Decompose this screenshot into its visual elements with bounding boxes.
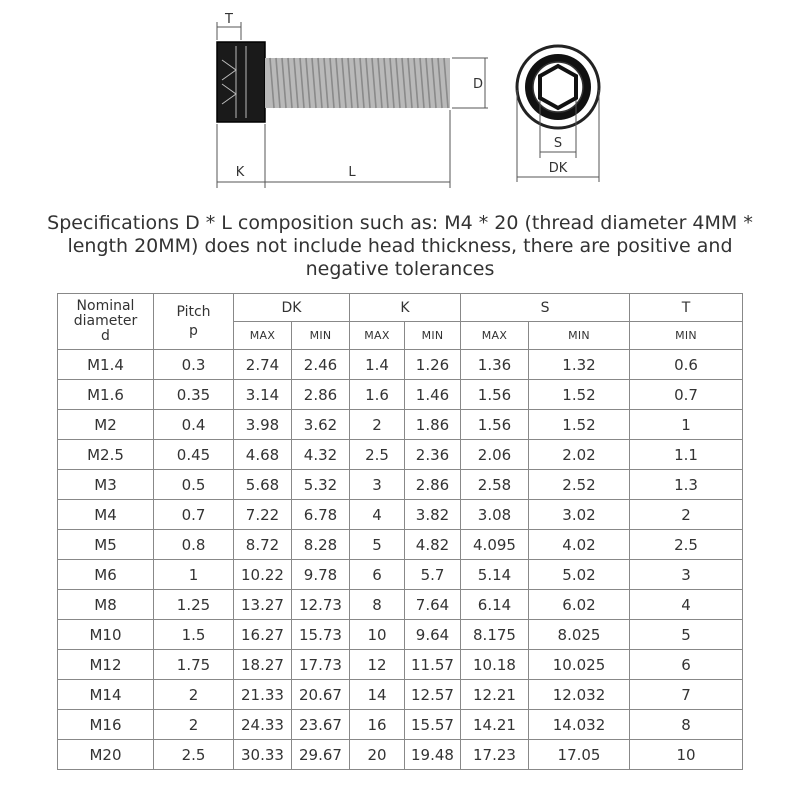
cell-k-min: 1.26	[405, 350, 461, 380]
cell-k-max: 20	[350, 740, 405, 770]
cell-t-min: 1.1	[630, 440, 743, 470]
cell-s-min: 2.52	[529, 470, 630, 500]
table-row	[58, 380, 743, 410]
header-dk: DK	[234, 294, 350, 322]
dimension-label-d: D	[472, 77, 484, 92]
cell-t-min: 1	[630, 410, 743, 440]
cell-pitch: 0.45	[154, 440, 234, 470]
subheader-s-max: MAX	[461, 322, 529, 350]
header-k: K	[350, 294, 461, 322]
cell-dk-min: 4.32	[292, 440, 350, 470]
cell-k-max: 12	[350, 650, 405, 680]
dimension-label-dk: DK	[548, 161, 568, 176]
cell-dk-min: 23.67	[292, 710, 350, 740]
dimension-label-l: L	[348, 165, 356, 180]
table-row	[58, 680, 743, 710]
cell-s-max: 1.56	[461, 410, 529, 440]
header-s: S	[461, 294, 630, 322]
table-row	[58, 500, 743, 530]
cell-dk-max: 7.22	[234, 500, 292, 530]
cell-pitch: 0.3	[154, 350, 234, 380]
cell-k-min: 2.86	[405, 470, 461, 500]
table-row	[58, 650, 743, 680]
cell-dk-max: 5.68	[234, 470, 292, 500]
cell-s-max: 8.175	[461, 620, 529, 650]
header-pitch-line-1: Pitch	[176, 303, 211, 320]
screw-end-view	[517, 46, 599, 128]
cell-k-max: 5	[350, 530, 405, 560]
cell-nominal: M4	[58, 500, 154, 530]
specification-table	[57, 293, 743, 770]
dimension-label-t: T	[225, 12, 233, 27]
cell-k-min: 2.36	[405, 440, 461, 470]
cell-s-max: 2.58	[461, 470, 529, 500]
cell-s-min: 14.032	[529, 710, 630, 740]
cell-dk-min: 17.73	[292, 650, 350, 680]
cell-t-min: 4	[630, 590, 743, 620]
cell-dk-max: 21.33	[234, 680, 292, 710]
cell-k-max: 1.4	[350, 350, 405, 380]
cell-t-min: 6	[630, 650, 743, 680]
cell-t-min: 10	[630, 740, 743, 770]
cell-pitch: 0.8	[154, 530, 234, 560]
cell-s-min: 2.02	[529, 440, 630, 470]
cell-k-max: 1.6	[350, 380, 405, 410]
cell-s-max: 14.21	[461, 710, 529, 740]
cell-s-max: 1.36	[461, 350, 529, 380]
cell-s-min: 10.025	[529, 650, 630, 680]
table-row	[58, 440, 743, 470]
cell-s-max: 2.06	[461, 440, 529, 470]
cell-k-max: 16	[350, 710, 405, 740]
table-row	[58, 740, 743, 770]
cell-s-min: 1.52	[529, 410, 630, 440]
cell-t-min: 2.5	[630, 530, 743, 560]
cell-nominal: M20	[58, 740, 154, 770]
cell-pitch: 2.5	[154, 740, 234, 770]
cell-s-min: 1.32	[529, 350, 630, 380]
cell-pitch: 0.35	[154, 380, 234, 410]
cell-s-min: 3.02	[529, 500, 630, 530]
cell-t-min: 7	[630, 680, 743, 710]
table-row	[58, 710, 743, 740]
cell-k-min: 4.82	[405, 530, 461, 560]
cell-k-min: 1.86	[405, 410, 461, 440]
specification-note: Specifications D * L composition such as: M4 * 20 (thread diameter 4MM * length 20MM) does not include head thickness, there are positive and negative tolerances	[47, 212, 753, 280]
table-row	[58, 590, 743, 620]
cell-k-min: 12.57	[405, 680, 461, 710]
subheader-dk-max: MAX	[234, 322, 292, 350]
cell-dk-max: 3.98	[234, 410, 292, 440]
cell-s-min: 8.025	[529, 620, 630, 650]
cell-nominal: M1.4	[58, 350, 154, 380]
cell-nominal: M8	[58, 590, 154, 620]
cell-k-min: 1.46	[405, 380, 461, 410]
header-t: T	[630, 294, 743, 322]
table-row	[58, 560, 743, 590]
cell-dk-max: 8.72	[234, 530, 292, 560]
cell-t-min: 2	[630, 500, 743, 530]
cell-s-min: 1.52	[529, 380, 630, 410]
cell-pitch: 2	[154, 710, 234, 740]
header-pitch-line-2: p	[189, 322, 198, 339]
cell-k-max: 6	[350, 560, 405, 590]
table-row	[58, 410, 743, 440]
cell-dk-min: 2.86	[292, 380, 350, 410]
cell-k-min: 7.64	[405, 590, 461, 620]
cell-k-max: 2	[350, 410, 405, 440]
cell-s-min: 12.032	[529, 680, 630, 710]
cell-s-min: 17.05	[529, 740, 630, 770]
cell-nominal: M14	[58, 680, 154, 710]
subheader-k-min: MIN	[405, 322, 461, 350]
cell-nominal: M10	[58, 620, 154, 650]
table-row	[58, 620, 743, 650]
cell-k-min: 15.57	[405, 710, 461, 740]
cell-s-max: 1.56	[461, 380, 529, 410]
cell-dk-max: 30.33	[234, 740, 292, 770]
cell-t-min: 0.6	[630, 350, 743, 380]
cell-pitch: 0.5	[154, 470, 234, 500]
subheader-dk-min: MIN	[292, 322, 350, 350]
cell-dk-min: 3.62	[292, 410, 350, 440]
header-nominal-line-1: Nominal	[76, 298, 135, 314]
cell-pitch: 1.5	[154, 620, 234, 650]
cell-dk-min: 29.67	[292, 740, 350, 770]
cell-k-max: 4	[350, 500, 405, 530]
cell-t-min: 1.3	[630, 470, 743, 500]
cell-nominal: M1.6	[58, 380, 154, 410]
cell-dk-max: 24.33	[234, 710, 292, 740]
cell-pitch: 1.25	[154, 590, 234, 620]
cell-dk-max: 3.14	[234, 380, 292, 410]
table-header-row	[58, 294, 743, 322]
cell-nominal: M12	[58, 650, 154, 680]
cell-dk-min: 9.78	[292, 560, 350, 590]
subheader-t-min: MIN	[630, 322, 743, 350]
cell-dk-min: 8.28	[292, 530, 350, 560]
table-row	[58, 530, 743, 560]
cell-k-max: 2.5	[350, 440, 405, 470]
dimension-d	[452, 58, 488, 108]
cell-dk-max: 18.27	[234, 650, 292, 680]
cell-s-max: 12.21	[461, 680, 529, 710]
screw-dimension-diagram	[0, 0, 800, 200]
cell-pitch: 1	[154, 560, 234, 590]
subheader-s-min: MIN	[529, 322, 630, 350]
cell-t-min: 8	[630, 710, 743, 740]
cell-k-max: 14	[350, 680, 405, 710]
cell-t-min: 3	[630, 560, 743, 590]
screw-head	[217, 42, 265, 122]
dimension-label-s: S	[553, 136, 563, 151]
cell-dk-max: 16.27	[234, 620, 292, 650]
cell-pitch: 0.4	[154, 410, 234, 440]
dimension-t	[217, 12, 241, 40]
cell-k-min: 3.82	[405, 500, 461, 530]
cell-s-max: 6.14	[461, 590, 529, 620]
cell-k-max: 8	[350, 590, 405, 620]
cell-s-min: 6.02	[529, 590, 630, 620]
cell-t-min: 5	[630, 620, 743, 650]
cell-dk-min: 2.46	[292, 350, 350, 380]
cell-dk-min: 5.32	[292, 470, 350, 500]
cell-dk-max: 4.68	[234, 440, 292, 470]
cell-dk-max: 2.74	[234, 350, 292, 380]
cell-k-max: 3	[350, 470, 405, 500]
cell-dk-min: 6.78	[292, 500, 350, 530]
cell-k-max: 10	[350, 620, 405, 650]
header-nominal-line-2: diameter	[73, 313, 138, 329]
cell-dk-max: 13.27	[234, 590, 292, 620]
cell-t-min: 0.7	[630, 380, 743, 410]
cell-nominal: M5	[58, 530, 154, 560]
cell-s-max: 3.08	[461, 500, 529, 530]
dimension-label-k: K	[235, 165, 245, 180]
cell-k-min: 5.7	[405, 560, 461, 590]
hex-socket	[540, 66, 576, 108]
cell-s-max: 10.18	[461, 650, 529, 680]
table-body	[58, 350, 743, 770]
cell-dk-min: 12.73	[292, 590, 350, 620]
cell-nominal: M2	[58, 410, 154, 440]
cell-s-max: 4.095	[461, 530, 529, 560]
cell-dk-max: 10.22	[234, 560, 292, 590]
cell-pitch: 0.7	[154, 500, 234, 530]
screw-side-view	[217, 42, 450, 122]
cell-s-min: 4.02	[529, 530, 630, 560]
cell-k-min: 9.64	[405, 620, 461, 650]
cell-k-min: 19.48	[405, 740, 461, 770]
table-row	[58, 350, 743, 380]
header-pitch	[154, 294, 234, 350]
cell-pitch: 2	[154, 680, 234, 710]
cell-dk-min: 15.73	[292, 620, 350, 650]
subheader-k-max: MAX	[350, 322, 405, 350]
cell-nominal: M16	[58, 710, 154, 740]
header-nominal-line-3: d	[101, 328, 110, 344]
cell-dk-min: 20.67	[292, 680, 350, 710]
table-row	[58, 470, 743, 500]
cell-s-max: 5.14	[461, 560, 529, 590]
cell-nominal: M2.5	[58, 440, 154, 470]
cell-s-max: 17.23	[461, 740, 529, 770]
header-nominal-diameter	[58, 294, 154, 350]
cell-pitch: 1.75	[154, 650, 234, 680]
cell-nominal: M3	[58, 470, 154, 500]
cell-k-min: 11.57	[405, 650, 461, 680]
cell-s-min: 5.02	[529, 560, 630, 590]
cell-nominal: M6	[58, 560, 154, 590]
